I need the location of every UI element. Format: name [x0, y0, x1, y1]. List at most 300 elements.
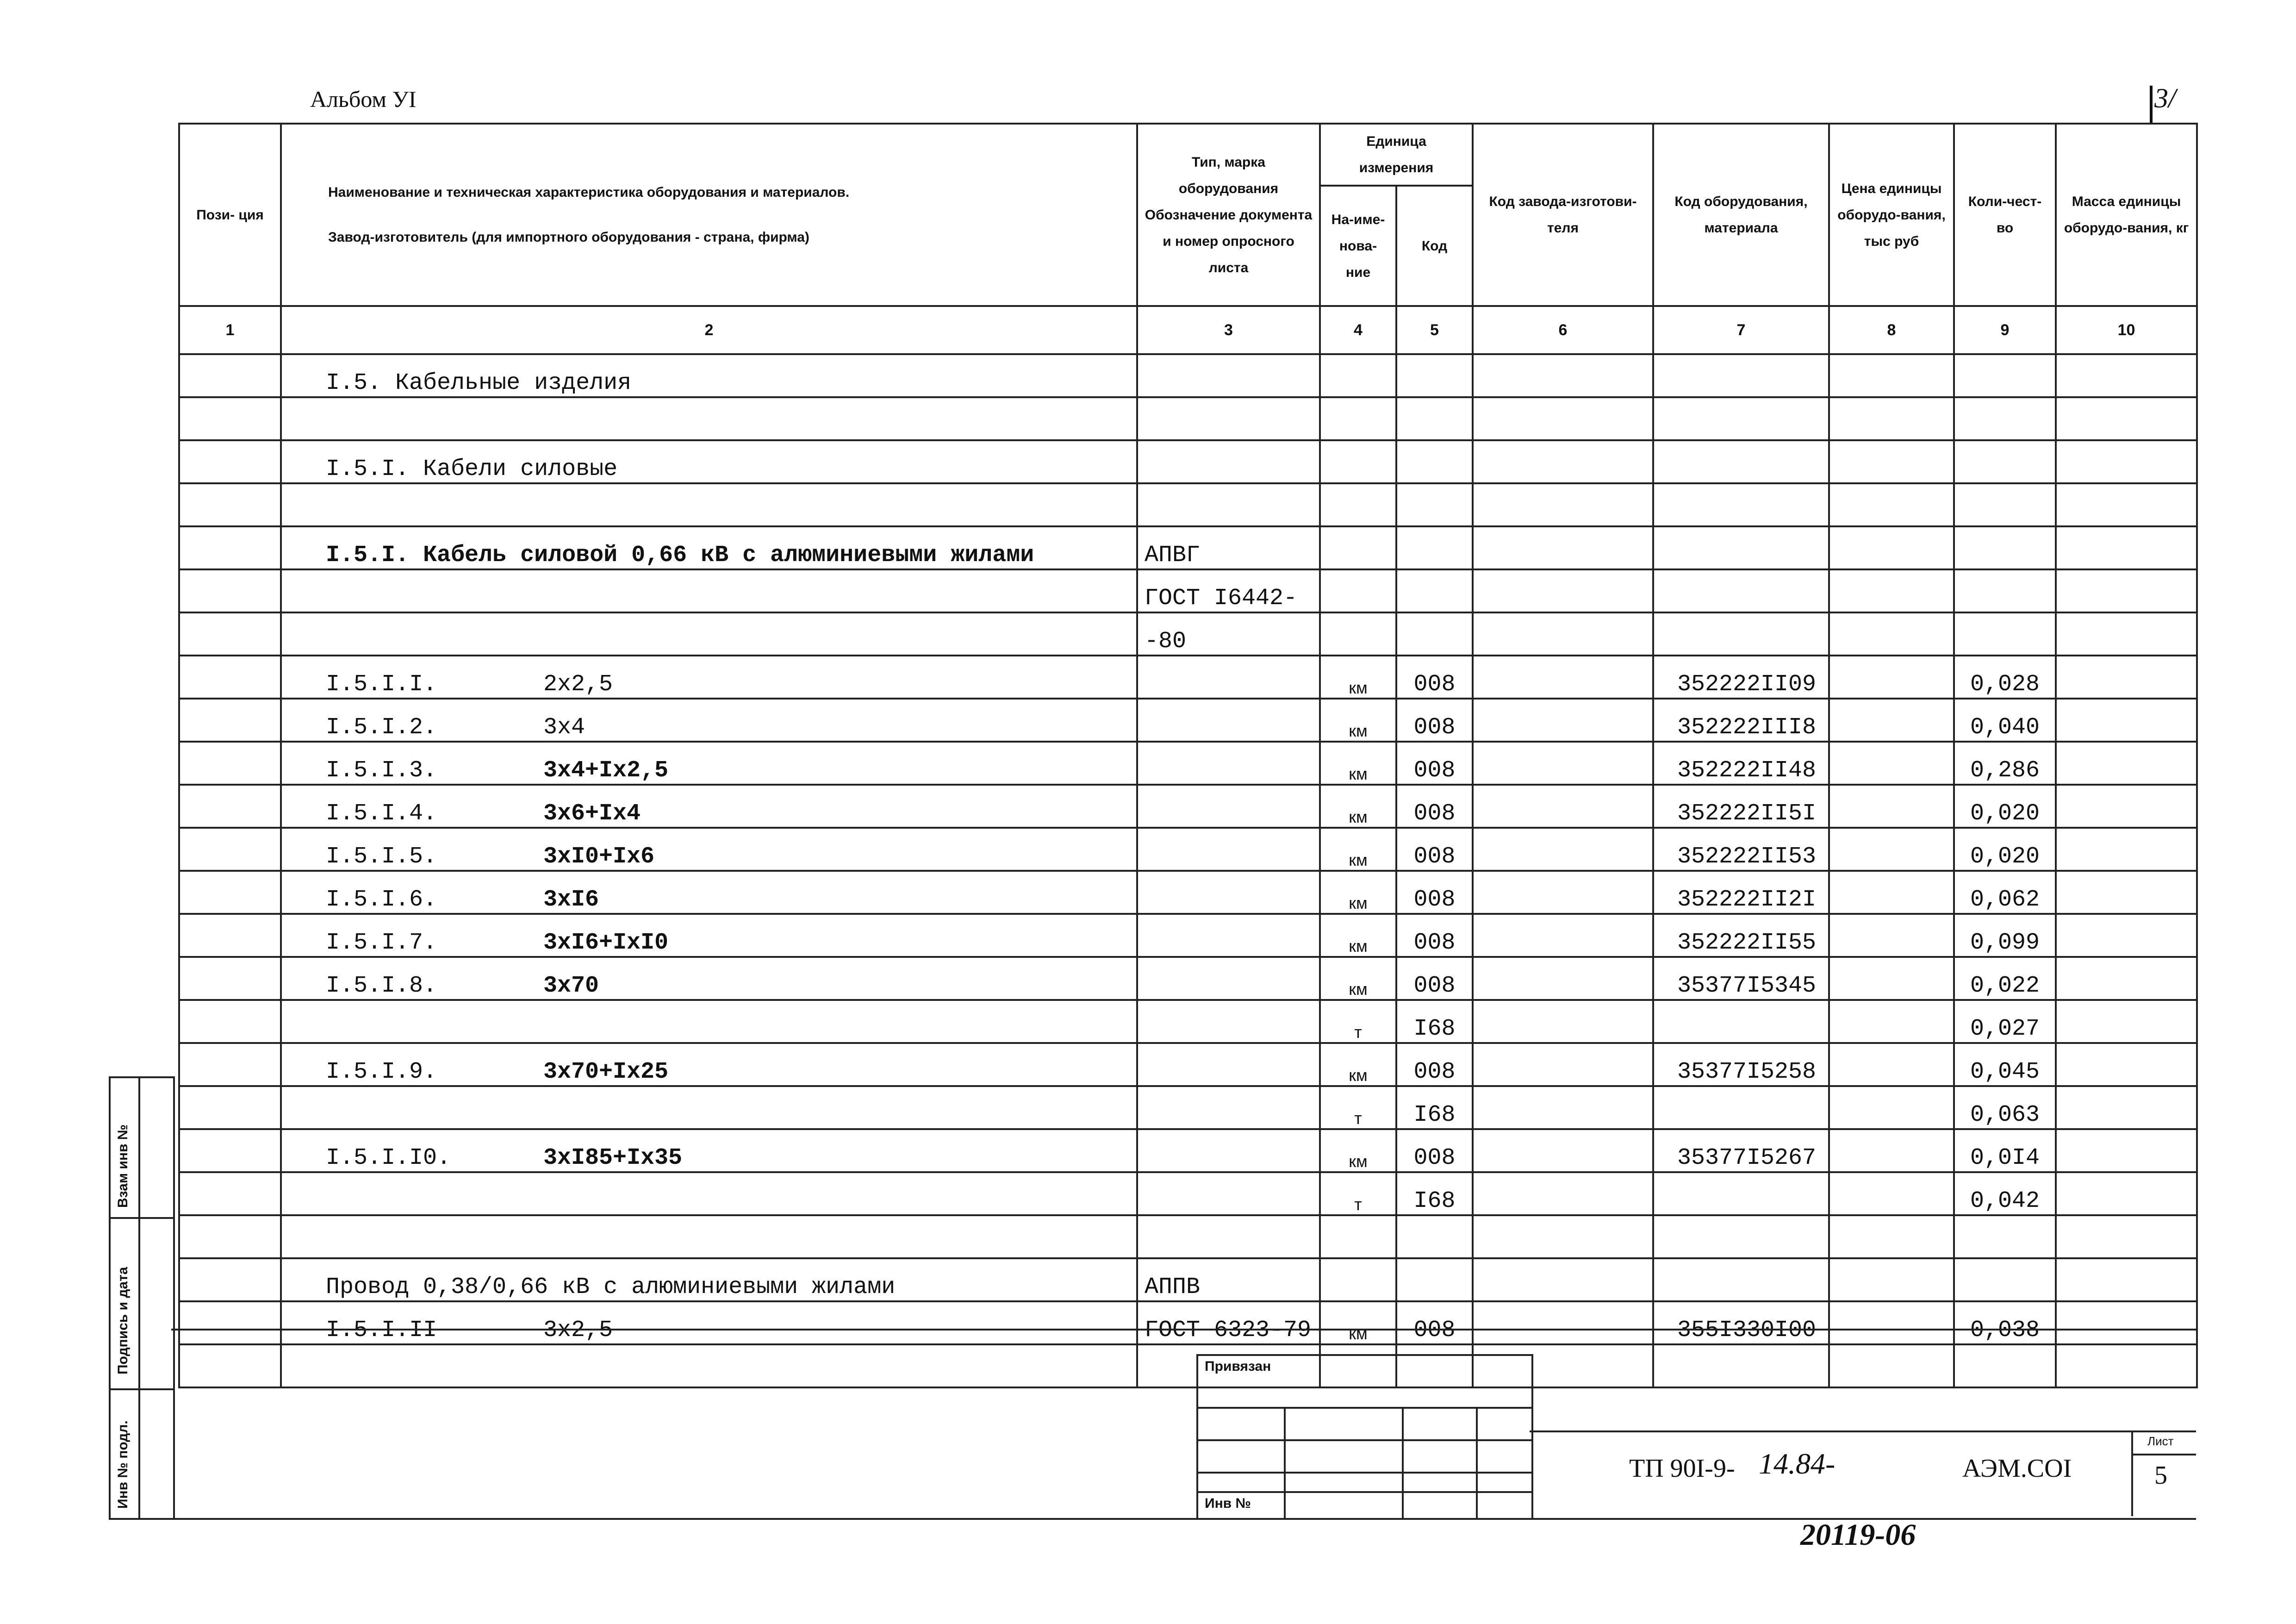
quantity-value: 0,038 — [1970, 1317, 2040, 1343]
unit-code-cell — [1396, 871, 1473, 914]
unit-name-cell — [1320, 957, 1396, 1000]
quantity-cell — [1954, 656, 2056, 699]
header-unit-code: Код — [1396, 186, 1473, 306]
material-code-cell — [1653, 1129, 1829, 1172]
position-number: I.5.I.4. — [326, 800, 437, 827]
material-code-value: 35377I5267 — [1677, 1145, 1817, 1171]
maker-code-cell — [1473, 656, 1653, 699]
name-wrapper — [326, 887, 599, 913]
price-cell — [1829, 1258, 1954, 1301]
material-code-value: 352222II55 — [1677, 930, 1817, 956]
material-code-value: 352222III8 — [1677, 714, 1817, 741]
unit-code-cell — [1396, 354, 1473, 397]
price-cell — [1829, 569, 1954, 612]
quantity-value: 0,0I4 — [1970, 1145, 2040, 1171]
unit-name-cell — [1320, 871, 1396, 914]
name-cell — [281, 656, 1137, 699]
doc-cell — [1137, 569, 1320, 612]
price-cell — [1829, 742, 1954, 785]
unit-code-cell — [1396, 914, 1473, 957]
col-num-8: 8 — [1829, 306, 1954, 354]
price-cell — [1829, 483, 1954, 526]
sheet-label: Лист — [2147, 1434, 2174, 1448]
price-cell — [1829, 656, 1954, 699]
mass-cell — [2056, 871, 2197, 914]
table-row — [179, 742, 2197, 785]
item-name: Провод 0,38/0,66 кВ с алюминиевыми жилами — [326, 1274, 896, 1300]
quantity-cell — [1954, 914, 2056, 957]
doc-cell — [1137, 828, 1320, 871]
item-name: 3xI6 — [543, 887, 599, 913]
doc-cell — [1137, 397, 1320, 440]
col-num-7: 7 — [1653, 306, 1829, 354]
position-cell — [179, 1043, 281, 1086]
name-cell — [281, 397, 1137, 440]
position-number: I.5.I.3. — [326, 757, 437, 784]
unit-name-cell — [1320, 569, 1396, 612]
unit-code-cell — [1396, 612, 1473, 656]
name-wrapper — [326, 973, 599, 999]
quantity-cell — [1954, 699, 2056, 742]
quantity-value: 0,040 — [1970, 714, 2040, 741]
header-position: Пози- ция — [179, 124, 281, 306]
material-code-cell — [1653, 742, 1829, 785]
header-quantity: Коли-чест-во — [1954, 124, 2056, 306]
doc-cell — [1137, 1086, 1320, 1129]
quantity-value: 0,286 — [1970, 757, 2040, 784]
unit-name-cell — [1320, 1215, 1396, 1258]
header-name — [281, 124, 1137, 306]
mass-cell — [2056, 1000, 2197, 1043]
position-number: I.5.I.8. — [326, 973, 437, 999]
sheet-number: 5 — [2154, 1461, 2167, 1490]
specification-body — [179, 354, 2197, 1387]
inventory-number-handwritten: 20119-06 — [1800, 1518, 1916, 1552]
maker-code-cell — [1473, 569, 1653, 612]
table-row — [179, 483, 2197, 526]
material-code-cell — [1653, 1215, 1829, 1258]
quantity-cell — [1954, 871, 2056, 914]
col-num-6: 6 — [1473, 306, 1653, 354]
header-row — [179, 124, 2197, 186]
page-number-top: 3/ — [2154, 83, 2176, 113]
position-cell — [179, 914, 281, 957]
position-cell — [179, 957, 281, 1000]
unit-code-cell — [1396, 397, 1473, 440]
unit-code-cell — [1396, 1172, 1473, 1215]
maker-code-cell — [1473, 440, 1653, 483]
unit-name-cell — [1320, 612, 1396, 656]
quantity-value: 0,027 — [1970, 1016, 2040, 1042]
unit-name-cell — [1320, 1258, 1396, 1301]
position-cell — [179, 742, 281, 785]
doc-cell — [1137, 871, 1320, 914]
doc-cell — [1137, 914, 1320, 957]
unit-code-value: I68 — [1413, 1016, 1456, 1042]
doc-value: АППВ — [1145, 1274, 1201, 1300]
unit-name-cell — [1320, 914, 1396, 957]
name-cell — [281, 1086, 1137, 1129]
name-cell — [281, 742, 1137, 785]
item-name: 3x4+Ix2,5 — [543, 757, 669, 784]
price-cell — [1829, 354, 1954, 397]
material-code-value: 352222II2I — [1677, 887, 1817, 913]
mass-cell — [2056, 569, 2197, 612]
unit-value: км — [1349, 678, 1368, 697]
unit-code-value: 008 — [1413, 930, 1456, 956]
maker-code-cell — [1473, 1000, 1653, 1043]
unit-name-cell — [1320, 440, 1396, 483]
name-cell — [281, 871, 1137, 914]
table-row — [179, 914, 2197, 957]
mass-cell — [2056, 1043, 2197, 1086]
material-code-value: 352222II5I — [1677, 800, 1817, 827]
item-name: I.5.I. Кабели силовые — [326, 456, 618, 482]
col-num-10: 10 — [2056, 306, 2197, 354]
side-label-signature: Подпись и дата — [115, 1267, 131, 1374]
maker-code-cell — [1473, 1086, 1653, 1129]
unit-code-cell — [1396, 1215, 1473, 1258]
maker-code-cell — [1473, 397, 1653, 440]
maker-code-cell — [1473, 742, 1653, 785]
material-code-cell — [1653, 914, 1829, 957]
unit-name-cell — [1320, 656, 1396, 699]
side-label-replace: Взам инв № — [115, 1124, 131, 1208]
name-cell — [281, 957, 1137, 1000]
unit-code-cell — [1396, 699, 1473, 742]
material-code-cell — [1653, 957, 1829, 1000]
mass-cell — [2056, 397, 2197, 440]
col-num-4: 4 — [1320, 306, 1396, 354]
unit-name-cell — [1320, 526, 1396, 569]
table-row — [179, 828, 2197, 871]
name-wrapper — [326, 714, 585, 741]
position-cell — [179, 1215, 281, 1258]
doc-cell — [1137, 1043, 1320, 1086]
material-code-value: 35377I5258 — [1677, 1059, 1817, 1085]
position-number: I.5.I.5. — [326, 843, 437, 870]
document-code-handwritten: 14.84- — [1759, 1447, 1836, 1480]
unit-code-value: I68 — [1413, 1188, 1456, 1214]
col-num-5: 5 — [1396, 306, 1473, 354]
doc-value: ГОСТ 6323-79 — [1145, 1317, 1312, 1343]
material-code-cell — [1653, 699, 1829, 742]
price-cell — [1829, 440, 1954, 483]
table-row — [179, 871, 2197, 914]
price-cell — [1829, 1215, 1954, 1258]
unit-name-cell — [1320, 354, 1396, 397]
doc-cell — [1137, 1172, 1320, 1215]
page-number-bar — [2150, 86, 2153, 123]
unit-code-value: 008 — [1413, 757, 1456, 784]
price-cell — [1829, 699, 1954, 742]
quantity-cell — [1954, 1258, 2056, 1301]
maker-code-cell — [1473, 1258, 1653, 1301]
name-cell — [281, 1043, 1137, 1086]
quantity-cell — [1954, 612, 2056, 656]
position-cell — [179, 440, 281, 483]
mass-cell — [2056, 1172, 2197, 1215]
doc-cell — [1137, 1215, 1320, 1258]
maker-code-cell — [1473, 483, 1653, 526]
material-code-cell — [1653, 785, 1829, 828]
header-type: Тип, марка оборудования Обозначение документа и номер опросного листа — [1137, 124, 1320, 306]
unit-value: км — [1349, 764, 1368, 783]
attach-inv: Инв № — [1205, 1496, 1251, 1511]
unit-name-cell — [1320, 1172, 1396, 1215]
material-code-cell — [1653, 569, 1829, 612]
table-row — [179, 354, 2197, 397]
table-row — [179, 397, 2197, 440]
unit-code-cell — [1396, 957, 1473, 1000]
name-wrapper — [326, 542, 1034, 568]
item-name: 3x4 — [543, 714, 585, 741]
document-suffix: АЭМ.COI — [1962, 1454, 2072, 1483]
material-code-cell — [1653, 1043, 1829, 1086]
header-maker-code: Код завода-изготови-теля — [1473, 124, 1653, 306]
item-name: 3x70 — [543, 973, 599, 999]
quantity-cell — [1954, 397, 2056, 440]
item-name: 3xI6+IxI0 — [543, 930, 669, 956]
name-wrapper — [326, 843, 654, 870]
unit-name-cell — [1320, 483, 1396, 526]
name-cell — [281, 569, 1137, 612]
name-cell — [281, 1000, 1137, 1043]
quantity-cell — [1954, 828, 2056, 871]
quantity-cell — [1954, 957, 2056, 1000]
unit-value: км — [1349, 1324, 1368, 1343]
name-wrapper — [326, 757, 668, 784]
header-name-line2: Завод-изготовитель (для импортного оборудования - страна, фирма) — [328, 230, 809, 245]
header-unit: Единица измерения — [1320, 124, 1473, 186]
column-numbers-row — [179, 306, 2197, 354]
unit-code-value: 008 — [1413, 714, 1456, 741]
mass-cell — [2056, 1086, 2197, 1129]
unit-code-cell — [1396, 828, 1473, 871]
material-code-cell — [1653, 1258, 1829, 1301]
position-cell — [179, 569, 281, 612]
table-row — [179, 1215, 2197, 1258]
unit-value: км — [1349, 1066, 1368, 1085]
quantity-cell — [1954, 354, 2056, 397]
unit-code-cell — [1396, 1043, 1473, 1086]
position-number: I.5.I.9. — [326, 1059, 437, 1085]
unit-code-cell — [1396, 483, 1473, 526]
material-code-cell — [1653, 612, 1829, 656]
maker-code-cell — [1473, 354, 1653, 397]
material-code-cell — [1653, 1172, 1829, 1215]
item-name: 3x2,5 — [543, 1317, 613, 1343]
name-cell — [281, 483, 1137, 526]
maker-code-cell — [1473, 914, 1653, 957]
document-code: ТП 90I-9- — [1629, 1454, 1735, 1483]
unit-code-cell — [1396, 440, 1473, 483]
unit-name-cell — [1320, 1000, 1396, 1043]
unit-code-cell — [1396, 656, 1473, 699]
left-stamp-strip — [109, 1076, 175, 1520]
material-code-cell — [1653, 440, 1829, 483]
doc-cell — [1137, 526, 1320, 569]
item-name: 3x70+Ix25 — [543, 1059, 669, 1085]
unit-code-value: 008 — [1413, 1059, 1456, 1085]
header-name-line1: Наименование и техническая характеристика оборудования и материалов. — [328, 185, 850, 200]
header-material-code: Код оборудования, материала — [1653, 124, 1829, 306]
name-cell — [281, 1215, 1137, 1258]
quantity-value: 0,028 — [1970, 671, 2040, 698]
name-wrapper — [326, 800, 641, 827]
maker-code-cell — [1473, 1172, 1653, 1215]
doc-cell — [1137, 1000, 1320, 1043]
doc-cell — [1137, 742, 1320, 785]
quantity-cell — [1954, 569, 2056, 612]
material-code-cell — [1653, 656, 1829, 699]
price-cell — [1829, 1043, 1954, 1086]
quantity-value: 0,062 — [1970, 887, 2040, 913]
material-code-cell — [1653, 483, 1829, 526]
unit-code-value: I68 — [1413, 1102, 1456, 1128]
table-row — [179, 656, 2197, 699]
mass-cell — [2056, 526, 2197, 569]
maker-code-cell — [1473, 785, 1653, 828]
mass-cell — [2056, 483, 2197, 526]
table-row — [179, 440, 2197, 483]
mass-cell — [2056, 440, 2197, 483]
item-name: 3xI85+Ix35 — [543, 1145, 683, 1171]
name-cell — [281, 354, 1137, 397]
price-cell — [1829, 914, 1954, 957]
material-code-cell — [1653, 1086, 1829, 1129]
material-code-value: 355I330I00 — [1677, 1317, 1817, 1343]
position-number: I.5.I.7. — [326, 930, 437, 956]
table-row — [179, 1000, 2197, 1043]
position-cell — [179, 1172, 281, 1215]
mass-cell — [2056, 742, 2197, 785]
maker-code-cell — [1473, 1043, 1653, 1086]
unit-name-cell — [1320, 1043, 1396, 1086]
material-code-cell — [1653, 828, 1829, 871]
name-cell — [281, 914, 1137, 957]
name-cell — [281, 699, 1137, 742]
unit-code-cell — [1396, 1258, 1473, 1301]
quantity-cell — [1954, 785, 2056, 828]
unit-name-cell — [1320, 397, 1396, 440]
position-cell — [179, 785, 281, 828]
material-code-cell — [1653, 526, 1829, 569]
quantity-value: 0,099 — [1970, 930, 2040, 956]
name-wrapper — [326, 1145, 682, 1171]
mass-cell — [2056, 656, 2197, 699]
position-cell — [179, 656, 281, 699]
unit-value: км — [1349, 937, 1368, 956]
doc-cell — [1137, 656, 1320, 699]
maker-code-cell — [1473, 526, 1653, 569]
item-name: I.5. Кабельные изделия — [326, 370, 632, 396]
table-row — [179, 1086, 2197, 1129]
price-cell — [1829, 828, 1954, 871]
unit-value: км — [1349, 850, 1368, 869]
header-unit-name: На-име-нова-ние — [1320, 186, 1396, 306]
header-mass: Масса единицы оборудо-вания, кг — [2056, 124, 2197, 306]
col-num-9: 9 — [1954, 306, 2056, 354]
name-cell — [281, 1172, 1137, 1215]
position-cell — [179, 1086, 281, 1129]
position-cell — [179, 483, 281, 526]
position-cell — [179, 699, 281, 742]
doc-cell — [1137, 699, 1320, 742]
quantity-cell — [1954, 1000, 2056, 1043]
price-cell — [1829, 397, 1954, 440]
col-num-3: 3 — [1137, 306, 1320, 354]
doc-value: -80 — [1145, 628, 1187, 655]
maker-code-cell — [1473, 1215, 1653, 1258]
unit-code-value: 008 — [1413, 671, 1456, 698]
unit-name-cell — [1320, 742, 1396, 785]
doc-cell — [1137, 440, 1320, 483]
quantity-value: 0,045 — [1970, 1059, 2040, 1085]
unit-code-value: 008 — [1413, 973, 1456, 999]
side-label-inventory: Инв № подл. — [115, 1420, 131, 1509]
price-cell — [1829, 612, 1954, 656]
material-code-cell — [1653, 397, 1829, 440]
maker-code-cell — [1473, 828, 1653, 871]
maker-code-cell — [1473, 871, 1653, 914]
position-number: I.5.I.I0. — [326, 1145, 451, 1171]
doc-cell — [1137, 612, 1320, 656]
name-cell — [281, 612, 1137, 656]
price-cell — [1829, 526, 1954, 569]
mass-cell — [2056, 1258, 2197, 1301]
name-cell — [281, 1258, 1137, 1301]
position-cell — [179, 612, 281, 656]
col-num-2: 2 — [281, 306, 1137, 354]
mass-cell — [2056, 785, 2197, 828]
name-wrapper — [326, 370, 631, 396]
table-row — [179, 526, 2197, 569]
item-name: I.5.I. Кабель силовой 0,66 кВ с алюминиевыми жилами — [326, 542, 1034, 568]
unit-code-value: 008 — [1413, 800, 1456, 827]
unit-value: т — [1354, 1023, 1362, 1042]
doc-value: ГОСТ I6442- — [1145, 585, 1298, 612]
price-cell — [1829, 1129, 1954, 1172]
doc-value: АПВГ — [1145, 542, 1201, 568]
position-cell — [179, 397, 281, 440]
unit-code-value: 008 — [1413, 843, 1456, 870]
quantity-value: 0,063 — [1970, 1102, 2040, 1128]
material-code-cell — [1653, 1000, 1829, 1043]
quantity-cell — [1954, 440, 2056, 483]
quantity-value: 0,022 — [1970, 973, 2040, 999]
price-cell — [1829, 785, 1954, 828]
maker-code-cell — [1473, 699, 1653, 742]
table-row — [179, 785, 2197, 828]
quantity-cell — [1954, 526, 2056, 569]
mass-cell — [2056, 612, 2197, 656]
unit-code-value: 008 — [1413, 1145, 1456, 1171]
attachment-box — [1196, 1354, 1533, 1520]
table-row — [179, 1043, 2197, 1086]
position-cell — [179, 1000, 281, 1043]
position-cell — [179, 1129, 281, 1172]
quantity-cell — [1954, 1043, 2056, 1086]
unit-name-cell — [1320, 828, 1396, 871]
unit-value: км — [1349, 980, 1368, 999]
unit-code-cell — [1396, 785, 1473, 828]
unit-name-cell — [1320, 785, 1396, 828]
quantity-value: 0,020 — [1970, 800, 2040, 827]
name-wrapper — [326, 1274, 895, 1300]
quantity-cell — [1954, 1129, 2056, 1172]
header-price: Цена единицы оборудо-вания, тыс руб — [1829, 124, 1954, 306]
